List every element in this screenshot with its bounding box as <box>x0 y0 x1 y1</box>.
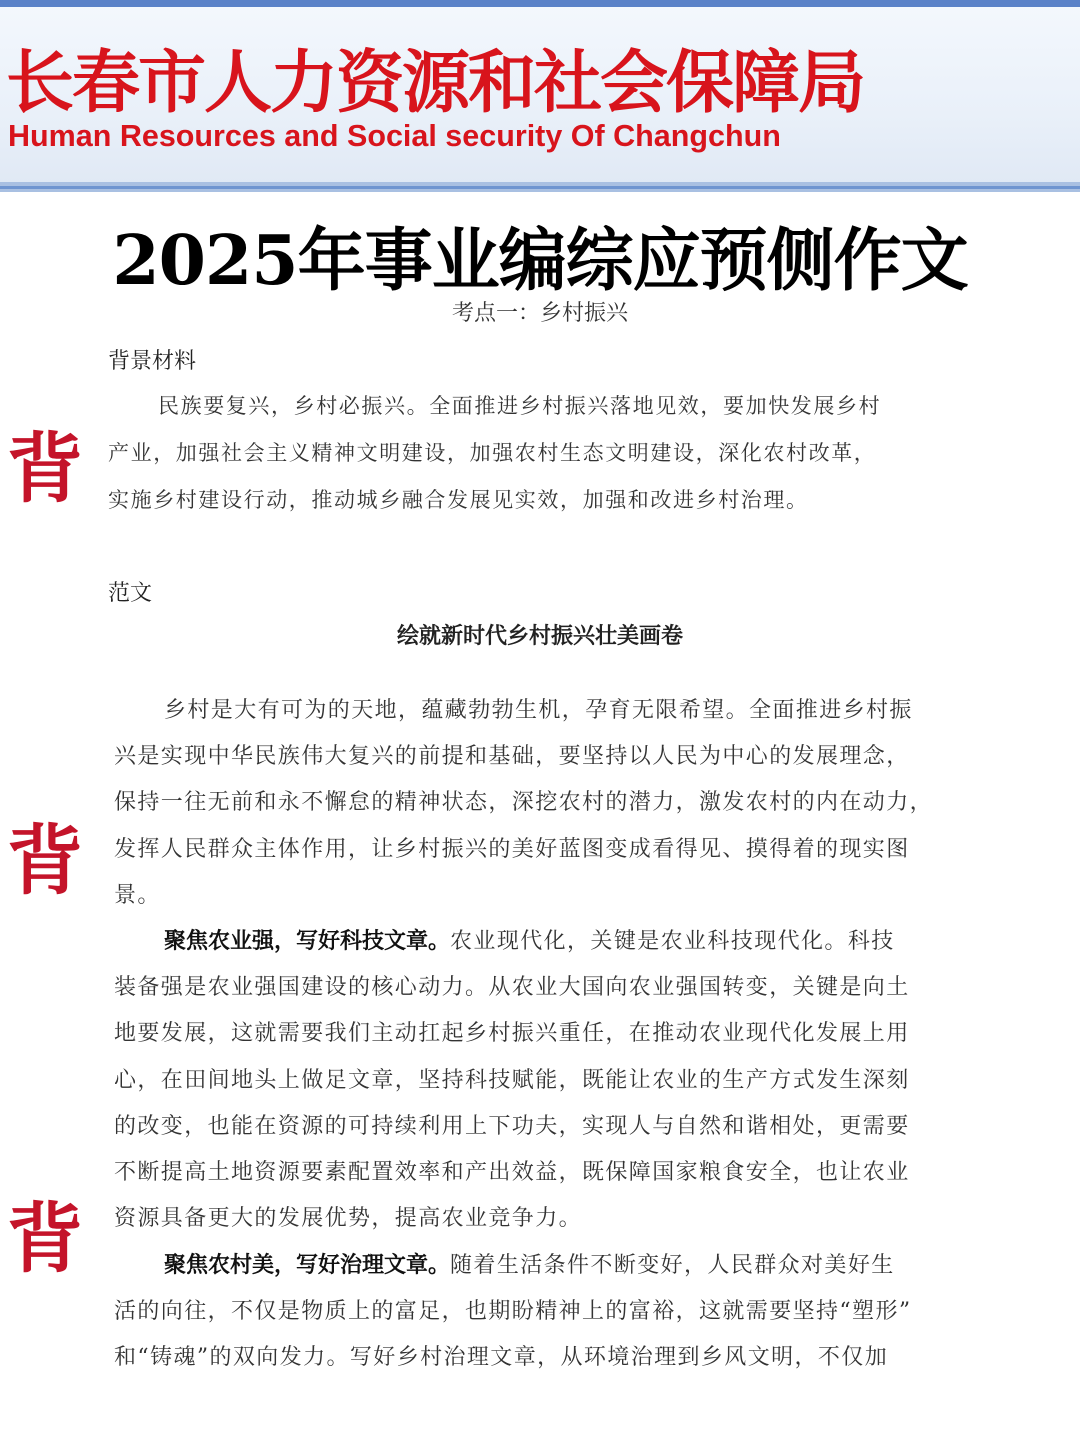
essay-intro-paragraph <box>114 688 974 919</box>
essay-line: 活的向往，不仅是物质上的富足，也期盼精神上的富裕，这就需要坚持“塑形” <box>114 1299 912 1325</box>
section-1-lead: 聚焦农业强，写好科技文章。 <box>164 929 451 954</box>
essay-section-2 <box>114 1243 974 1382</box>
background-line: 产业，加强社会主义精神文明建设，加强农村生态文明建设，深化农村改革， <box>108 441 877 465</box>
essay-section-1 <box>114 919 974 1242</box>
essay-line: 发挥人民群众主体作用，让乡村振兴的美好蓝图变成看得见、摸得着的现实图 <box>114 836 910 862</box>
background-paragraph <box>108 383 968 524</box>
background-label: 背景材料 <box>108 349 197 374</box>
banner-bottom-line <box>0 186 1080 189</box>
sample-label: 范文 <box>108 581 153 606</box>
page-subtitle: 考点一：乡村振兴 <box>451 301 628 326</box>
banner-top-line <box>0 0 1080 7</box>
essay-line: 资源具备更大的发展优势，提高农业竞争力。 <box>114 1206 583 1232</box>
section-2-lead: 聚焦农村美，写好治理文章。 <box>164 1253 451 1278</box>
memorize-stamp: 背 <box>7 1194 83 1283</box>
memorize-stamp: 背 <box>7 424 83 513</box>
banner-title-cn: 长春市人力资源和社会保障局 <box>6 44 865 123</box>
essay-line: 乡村是大有可为的天地，蕴藏勃勃生机，孕育无限希望。全面推进乡村振 <box>164 698 913 723</box>
background-line: 实施乡村建设行动，推动城乡融合发展见实效，加强和改进乡村治理。 <box>108 488 809 512</box>
memorize-stamp: 背 <box>7 816 83 905</box>
banner-title-en: Human Resources and Social security Of Changchun <box>8 119 781 153</box>
essay-line: 景。 <box>114 882 161 908</box>
section-2-first-line: 随着生活条件不断变好，人民群众对美好生 <box>450 1253 895 1278</box>
essay-line: 兴是实现中华民族伟大复兴的前提和基础，要坚持以人民为中心的发展理念， <box>114 744 910 770</box>
essay-line: 地要发展，这就需要我们主动扛起乡村振兴重任，在推动农业现代化发展上用 <box>114 1021 910 1047</box>
essay-line: 和“铸魂”的双向发力。写好乡村治理文章，从环境治理到乡风文明，不仅加 <box>114 1345 889 1371</box>
essay-line <box>114 1243 974 1289</box>
essay-line: 的改变，也能在资源的可持续利用上下功夫，实现人与自然和谐相处，更需要 <box>114 1113 910 1139</box>
page-title: 2025年事业编综应预侧作文 <box>112 221 968 301</box>
section-1-first-line: 农业现代化，关键是农业科技现代化。科技 <box>450 929 895 954</box>
essay-title: 绘就新时代乡村振兴壮美画卷 <box>396 624 683 649</box>
essay-line: 心，在田间地头上做足文章，坚持科技赋能，既能让农业的生产方式发生深刻 <box>114 1067 910 1093</box>
essay-line <box>114 919 974 965</box>
header-banner <box>0 0 1080 192</box>
essay-line: 装备强是农业强国建设的核心动力。从农业大国向农业强国转变，关键是向土 <box>114 975 910 1001</box>
background-line: 民族要复兴，乡村必振兴。全面推进乡村振兴落地见效，要加快发展乡村 <box>158 394 882 418</box>
essay-line: 不断提高土地资源要素配置效率和产出效益，既保障国家粮食安全，也让农业 <box>114 1160 910 1186</box>
essay-line: 保持一往无前和永不懈怠的精神状态，深挖农村的潜力，激发农村的内在动力， <box>114 790 934 816</box>
